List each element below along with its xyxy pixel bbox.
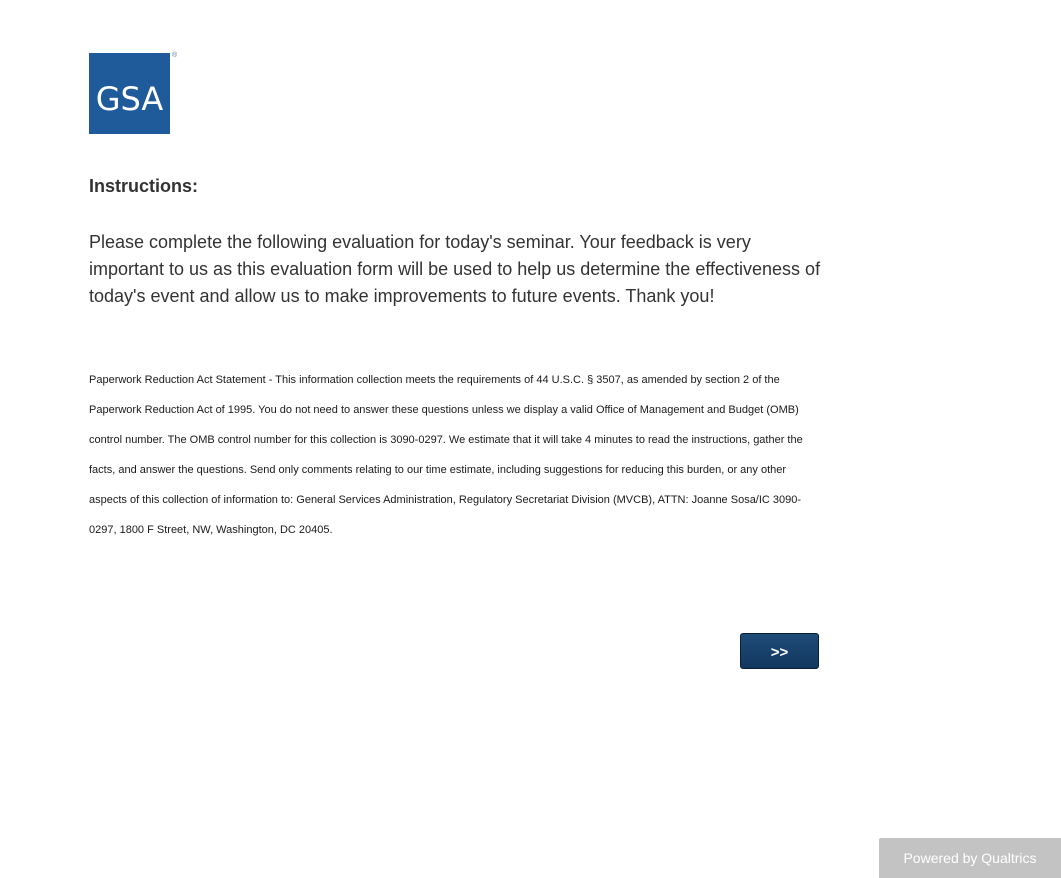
instructions-text: Please complete the following evaluation for today's seminar. Your feedback is very important to us as this evaluation form will be used to help us determine the effectiveness of today's event and allow us to make improvements to future events. Thank you! <box>89 232 821 306</box>
gsa-logo-text: GSA <box>95 79 164 118</box>
gsa-logo <box>89 53 170 134</box>
powered-by-qualtrics-link[interactable]: Powered by Qualtrics <box>879 838 1061 878</box>
paperwork-reduction-statement: Paperwork Reduction Act Statement - This information collection meets the requirements of 44 U.S.C. § 3507, as amended by section 2 of the Paperwork Reduction Act of 1995. You do not need to answer these questions unless we display a valid Office of Management and Budget (OMB) control number. The OMB control number for this collection is 3090-0297. We estimate that it will take 4 minutes to read the instructions, gather the facts, and answer the questions. Send only comments relating to our time estimate, including suggestions for reducing this burden, or any other aspects of this collection of information to: General Services Administration, Regulatory Secretariat Division (MVCB), ATTN: Joanne Sosa/IC 3090-0297, 1800 F Street, NW, Washington, DC 20405. <box>89 374 803 536</box>
registered-mark: ® <box>172 52 178 59</box>
next-button[interactable]: >> <box>740 633 819 669</box>
instructions-heading: Instructions: <box>89 176 199 196</box>
